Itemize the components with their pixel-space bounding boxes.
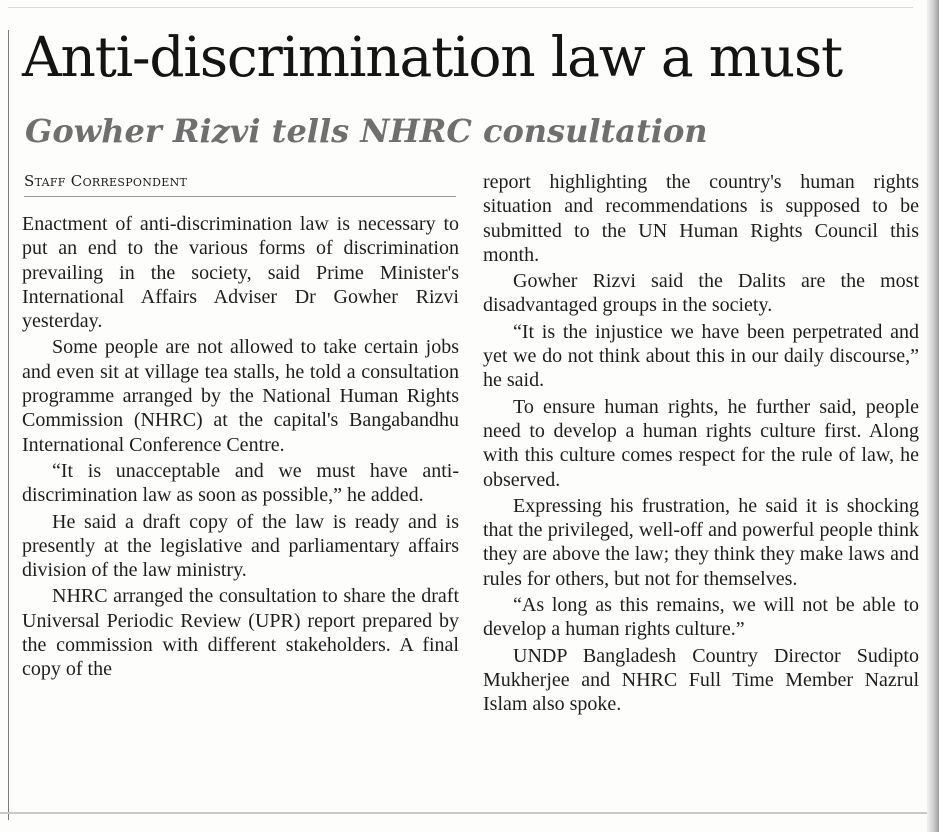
paragraph: “It is the injustice we have been perpetrated and yet we do not think about this in our daily discourse,” he said. [483, 320, 919, 392]
paragraph: NHRC arranged the consultation to share the draft Universal Periodic Review (UPR) report prepared by the commission with different stakeholders. A final copy of the [22, 585, 459, 681]
paragraph: “As long as this remains, we will not be able to develop a human rights culture.” [483, 594, 919, 641]
paragraph: Enactment of anti-discrimination law is necessary to put an end to the various forms of discrimination prevailing in the society, said Prime Minister's International Affairs Adviser Dr Gowher Rizvi yesterday. [22, 213, 459, 333]
page-edge-shadow [927, 0, 939, 832]
left-column-rule [8, 30, 9, 820]
paragraph: To ensure human rights, he further said, people need to develop a human rights culture first. Along with this culture comes respect for the rule of law, he observed. [483, 395, 919, 491]
bottom-rule [0, 812, 939, 814]
paragraph: report highlighting the country's human rights situation and recommendations is supposed to be submitted to the UN Human Rights Council this month. [483, 171, 919, 266]
top-rule [8, 7, 913, 8]
paragraph: Expressing his frustration, he said it is shocking that the privileged, well-off and powerful people think they are above the law; they think they make laws and rules for others, but not for themselves. [483, 494, 919, 590]
paragraph: Gowher Rizvi said the Dalits are the most disadvantaged groups in the society. [483, 270, 919, 317]
byline-text: Staff Correspondent [24, 172, 188, 190]
paragraph: “It is unacceptable and we must have anti-discrimination law as soon as possible,” he added. [22, 459, 459, 507]
byline [24, 172, 456, 197]
subheadline: Gowher Rizvi tells NHRC consultation [25, 112, 708, 150]
paragraph: UNDP Bangladesh Country Director Sudipto Mukherjee and NHRC Full Time Member Nazrul Islam also spoke. [483, 644, 919, 716]
article-column-left [22, 212, 459, 684]
article-column-right [483, 170, 919, 719]
headline: Anti-discrimination law a must [22, 25, 842, 89]
paragraph: Some people are not allowed to take certain jobs and even sit at village tea stalls, he told a consultation programme arranged by the National Human Rights Commission (NHRC) at the capital's Bangabandhu International Conference Centre. [22, 336, 459, 456]
paragraph: He said a draft copy of the law is ready and is presently at the legislative and parliamentary affairs division of the law ministry. [22, 510, 459, 582]
